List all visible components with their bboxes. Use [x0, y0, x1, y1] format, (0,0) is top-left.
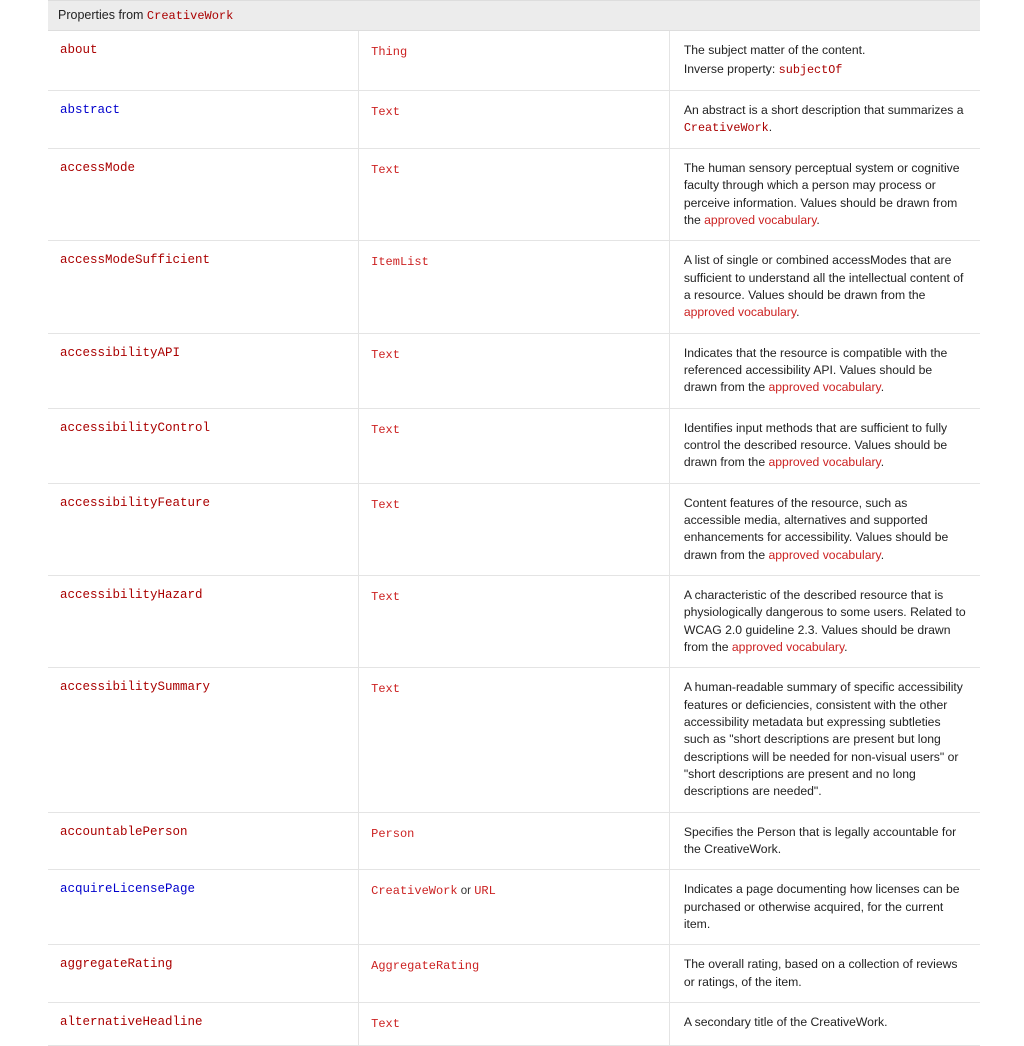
description-link[interactable]: approved vocabulary: [683, 305, 797, 320]
property-description-cell: [669, 668, 980, 812]
property-type-link[interactable]: Text: [371, 163, 400, 178]
description-text: Content features of the resource, such as accessible media, alternatives and supported enhancements for accessibility. Values should be drawn from the: [683, 495, 949, 562]
description-text: .: [880, 455, 885, 470]
property-name-link[interactable]: accessMode: [60, 161, 136, 176]
property-name-cell: [48, 812, 359, 870]
property-name-cell: [48, 333, 359, 408]
description-text: .: [768, 120, 773, 135]
property-name-cell: [48, 668, 359, 812]
property-name-link[interactable]: abstract: [60, 103, 121, 118]
description-text: Identifies input methods that are sufficient to fully control the described resource. Values should be drawn from the: [683, 420, 948, 470]
property-name-cell: [48, 483, 359, 575]
property-type-cell: [359, 31, 670, 91]
table-row: [48, 1002, 980, 1045]
property-description-cell: [669, 91, 980, 149]
table-row: [48, 408, 980, 483]
table-header-row: [48, 1, 980, 31]
property-description-cell: [669, 483, 980, 575]
description-text: The human sensory perceptual system or cognitive faculty through which a person may process or perceive information. Values should be drawn from the: [683, 161, 960, 228]
property-type-link[interactable]: Text: [371, 1016, 400, 1031]
description-text: .: [816, 213, 820, 228]
description-link[interactable]: approved vocabulary: [768, 380, 881, 395]
description-text: .: [880, 547, 885, 562]
property-description-cell: [669, 870, 980, 945]
description-text: .: [880, 380, 885, 395]
table-row: [48, 333, 980, 408]
property-name-link[interactable]: accessibilitySummary: [60, 680, 211, 695]
table-row: [48, 812, 980, 870]
property-type-cell: [359, 576, 670, 668]
property-name-link[interactable]: accessModeSufficient: [60, 253, 211, 268]
description-link[interactable]: approved vocabulary: [704, 213, 817, 228]
table-row: [48, 576, 980, 668]
property-type-cell: [359, 91, 670, 149]
table-row: [48, 31, 980, 91]
inverse-property-link[interactable]: subjectOf: [778, 63, 843, 78]
description-text: The subject matter of the content.: [683, 43, 866, 57]
description-link[interactable]: approved vocabulary: [768, 547, 881, 562]
property-type-link[interactable]: AggregateRating: [371, 959, 480, 974]
description-text: .: [844, 640, 848, 655]
property-type-separator: or: [457, 885, 475, 898]
property-name-link[interactable]: accessibilityControl: [60, 420, 211, 435]
property-type-cell: [359, 149, 670, 241]
property-name-cell: [48, 31, 359, 91]
property-type-link[interactable]: Text: [371, 347, 400, 362]
property-name-cell: [48, 149, 359, 241]
description-text: Indicates that the resource is compatible with the referenced accessibility API. Values should be drawn from the: [683, 345, 948, 395]
table-row: [48, 870, 980, 945]
property-type-cell: [359, 333, 670, 408]
property-name-cell: [48, 241, 359, 333]
property-name-link[interactable]: about: [60, 43, 98, 57]
property-description-cell: [669, 576, 980, 668]
table-header-label: Properties from: [58, 8, 147, 22]
description-type-reference[interactable]: CreativeWork: [683, 121, 769, 136]
property-type-link[interactable]: Text: [371, 105, 400, 120]
property-type-link-secondary[interactable]: URL: [474, 884, 496, 899]
property-name-cell: [48, 945, 359, 1003]
property-description-cell: [669, 149, 980, 241]
description-text: A secondary title of the CreativeWork.: [683, 1014, 888, 1029]
description-text: An abstract is a short description that summarizes a: [683, 103, 964, 118]
property-name-cell: [48, 1002, 359, 1045]
table-row: [48, 945, 980, 1003]
inverse-property-label: Inverse property:: [683, 62, 779, 77]
description-text: Specifies the Person that is legally accountable for the CreativeWork.: [683, 824, 957, 856]
property-type-cell: [359, 241, 670, 333]
property-type-cell: [359, 812, 670, 870]
property-type-cell: [359, 483, 670, 575]
property-type-cell: [359, 668, 670, 812]
property-description-cell: [669, 241, 980, 333]
table-row: [48, 483, 980, 575]
table-header-cell: [48, 1, 980, 31]
property-description-cell: [669, 408, 980, 483]
property-type-link[interactable]: Person: [371, 826, 415, 841]
properties-table-body: [48, 1, 980, 1046]
property-type-link[interactable]: ItemList: [371, 255, 429, 270]
property-type-link[interactable]: Thing: [371, 45, 408, 59]
property-name-cell: [48, 408, 359, 483]
property-name-link[interactable]: aggregateRating: [60, 957, 173, 972]
property-description-cell: [669, 945, 980, 1003]
property-type-cell: [359, 408, 670, 483]
inverse-property: [684, 61, 966, 79]
properties-table: [48, 0, 980, 1046]
table-row: [48, 149, 980, 241]
property-name-link[interactable]: accessibilityAPI: [60, 345, 181, 360]
description-link[interactable]: approved vocabulary: [768, 455, 881, 470]
description-text: The overall rating, based on a collection of reviews or ratings, of the item.: [683, 957, 958, 989]
property-name-cell: [48, 870, 359, 945]
property-name-link[interactable]: accessibilityFeature: [60, 495, 211, 510]
property-name-cell: [48, 576, 359, 668]
table-row: [48, 241, 980, 333]
property-type-link[interactable]: Text: [371, 590, 400, 605]
property-name-cell: [48, 91, 359, 149]
description-text: A list of single or combined accessModes that are sufficient to understand all the intellectual content of a resource. Values should be drawn from the: [683, 253, 964, 303]
properties-table-container: [48, 0, 980, 1046]
property-description-cell: [669, 31, 980, 91]
table-row: [48, 91, 980, 149]
property-type-link[interactable]: Text: [371, 422, 400, 437]
description-link[interactable]: approved vocabulary: [731, 640, 845, 655]
property-description-cell: [669, 1002, 980, 1045]
property-description-cell: [669, 812, 980, 870]
property-type-link[interactable]: Text: [371, 682, 400, 697]
table-row: [48, 668, 980, 812]
property-type-cell: [359, 1002, 670, 1045]
property-description-cell: [669, 333, 980, 408]
table-header-type-link[interactable]: CreativeWork: [146, 9, 234, 23]
property-type-link[interactable]: CreativeWork: [371, 884, 458, 899]
description-text: A characteristic of the described resource that is physiologically dangerous to some users. Related to WCAG 2.0 guideline 2.3. Values should be drawn from the: [683, 588, 966, 655]
description-text: A human-readable summary of specific accessibility features or deficiencies, consistent with the other accessibility metadata but expressing subtleties such as "short descriptions are present but long descriptions will be needed for non-visual users" or "short descriptions are present and no long descriptions are needed".: [683, 680, 963, 799]
property-name-link[interactable]: accessibilityHazard: [60, 588, 203, 603]
property-name-link[interactable]: accountablePerson: [60, 824, 188, 839]
property-name-link[interactable]: alternativeHeadline: [60, 1014, 203, 1029]
description-text: .: [796, 305, 800, 320]
description-text: Indicates a page documenting how licenses can be purchased or otherwise acquired, for the current item.: [683, 882, 960, 931]
property-type-cell: [359, 870, 670, 945]
property-type-cell: [359, 945, 670, 1003]
property-name-link[interactable]: acquireLicensePage: [60, 882, 196, 897]
property-type-link[interactable]: Text: [371, 497, 400, 512]
